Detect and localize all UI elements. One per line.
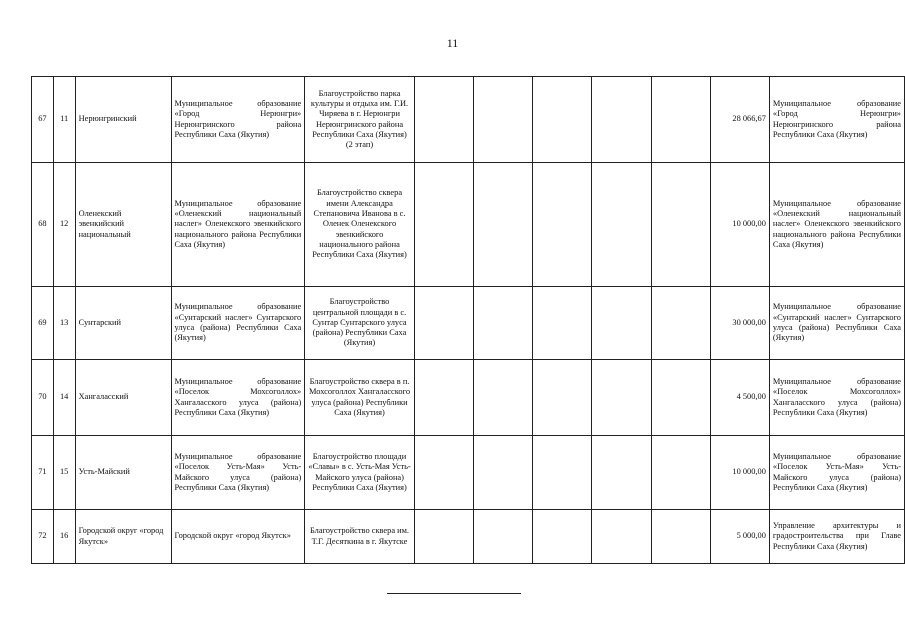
empty-cell <box>651 77 710 163</box>
table-row <box>32 77 905 163</box>
grantee-cell: Городской округ «город Якутск» <box>171 510 305 564</box>
empty-cell <box>414 163 473 287</box>
row-number: 70 <box>32 360 54 436</box>
empty-cell <box>414 510 473 564</box>
empty-cell <box>651 287 710 360</box>
sub-number: 12 <box>53 163 75 287</box>
empty-cell <box>414 436 473 510</box>
object-cell: Благоустройство парка культуры и отдыха им. Г.И. Чиряева в г. Нерюнгри Нерюнгринского района Республики Саха (Якутия) (2 этап) <box>305 77 415 163</box>
district-cell: Усть-Майский <box>75 436 171 510</box>
object-cell: Благоустройство площади «Славы» в с. Усть-Мая Усть-Майского улуса (района) Республики Саха (Якутия) <box>305 436 415 510</box>
row-number: 69 <box>32 287 54 360</box>
empty-cell <box>533 360 592 436</box>
district-cell: Нерюнгринский <box>75 77 171 163</box>
table-row <box>32 360 905 436</box>
empty-cell <box>533 77 592 163</box>
grantee-cell: Муниципальное образование «Оленекский национальный наслег» Оленекского эвенкийского национального района Республики Саха (Якутия) <box>171 163 305 287</box>
sub-number: 11 <box>53 77 75 163</box>
table-row <box>32 510 905 564</box>
empty-cell <box>651 163 710 287</box>
amount-cell: 28 066,67 <box>710 77 769 163</box>
empty-cell <box>651 436 710 510</box>
table-body <box>32 77 905 564</box>
administrator-cell: Муниципальное образование «Город Нерюнгри» Нерюнгринского района Республики Саха (Якутия) <box>769 77 904 163</box>
administrator-cell: Управление архитектуры и градостроительства при Главе Республики Саха (Якутия) <box>769 510 904 564</box>
empty-cell <box>414 77 473 163</box>
administrator-cell: Муниципальное образование «Поселок Мохсоголлох» Хангаласского улуса (района) Республики Саха (Якутия) <box>769 360 904 436</box>
empty-cell <box>414 360 473 436</box>
empty-cell <box>533 287 592 360</box>
empty-cell <box>474 436 533 510</box>
grantee-cell: Муниципальное образование «Город Нерюнгри» Нерюнгринского района Республики Саха (Якутия) <box>171 77 305 163</box>
amount-cell: 5 000,00 <box>710 510 769 564</box>
district-cell: Сунтарский <box>75 287 171 360</box>
amount-cell: 10 000,00 <box>710 163 769 287</box>
empty-cell <box>474 287 533 360</box>
sub-number: 15 <box>53 436 75 510</box>
subsidy-table <box>31 76 905 564</box>
empty-cell <box>533 436 592 510</box>
empty-cell <box>474 510 533 564</box>
empty-cell <box>592 287 651 360</box>
empty-cell <box>592 360 651 436</box>
object-cell: Благоустройство сквера имени Александра Степановича Иванова в с. Оленек Оленекского эвенкийского национального района Республики Саха (Якутия) <box>305 163 415 287</box>
end-rule <box>387 593 521 594</box>
row-number: 67 <box>32 77 54 163</box>
administrator-cell: Муниципальное образование «Поселок Усть-Мая» Усть-Майского улуса (района) Республики Саха (Якутия) <box>769 436 904 510</box>
empty-cell <box>474 77 533 163</box>
sub-number: 14 <box>53 360 75 436</box>
empty-cell <box>474 163 533 287</box>
amount-cell: 10 000,00 <box>710 436 769 510</box>
amount-cell: 4 500,00 <box>710 360 769 436</box>
empty-cell <box>592 163 651 287</box>
administrator-cell: Муниципальное образование «Оленекский национальный наслег» Оленекского эвенкийского национального района Республики Саха (Якутия) <box>769 163 904 287</box>
grantee-cell: Муниципальное образование «Поселок Усть-Мая» Усть-Майского улуса (района) Республики Саха (Якутия) <box>171 436 305 510</box>
administrator-cell: Муниципальное образование «Сунтарский наслег» Сунтарского улуса (района) Республики Саха (Якутия) <box>769 287 904 360</box>
object-cell: Благоустройство сквера им. Т.Г. Десяткина в г. Якутске <box>305 510 415 564</box>
district-cell: Оленекский эвенкийский национальный <box>75 163 171 287</box>
row-number: 71 <box>32 436 54 510</box>
empty-cell <box>474 360 533 436</box>
row-number: 72 <box>32 510 54 564</box>
sub-number: 16 <box>53 510 75 564</box>
empty-cell <box>592 436 651 510</box>
table-row <box>32 287 905 360</box>
page-number: 11 <box>446 36 459 50</box>
empty-cell <box>414 287 473 360</box>
table-row <box>32 163 905 287</box>
row-number: 68 <box>32 163 54 287</box>
district-cell: Городской округ «город Якутск» <box>75 510 171 564</box>
empty-cell <box>533 510 592 564</box>
empty-cell <box>651 510 710 564</box>
grantee-cell: Муниципальное образование «Сунтарский наслег» Сунтарского улуса (района) Республики Саха (Якутия) <box>171 287 305 360</box>
object-cell: Благоустройство центральной площади в с. Сунтар Сунтарского улуса (района) Республики Саха (Якутия) <box>305 287 415 360</box>
empty-cell <box>533 163 592 287</box>
empty-cell <box>592 77 651 163</box>
amount-cell: 30 000,00 <box>710 287 769 360</box>
object-cell: Благоустройство сквера в п. Мохсоголлох Хангаласского улуса (района) Республики Саха (Якутия) <box>305 360 415 436</box>
empty-cell <box>651 360 710 436</box>
empty-cell <box>592 510 651 564</box>
grantee-cell: Муниципальное образование «Поселок Мохсоголлох» Хангаласского улуса (района) Республики Саха (Якутия) <box>171 360 305 436</box>
table-row <box>32 436 905 510</box>
sub-number: 13 <box>53 287 75 360</box>
district-cell: Хангаласский <box>75 360 171 436</box>
